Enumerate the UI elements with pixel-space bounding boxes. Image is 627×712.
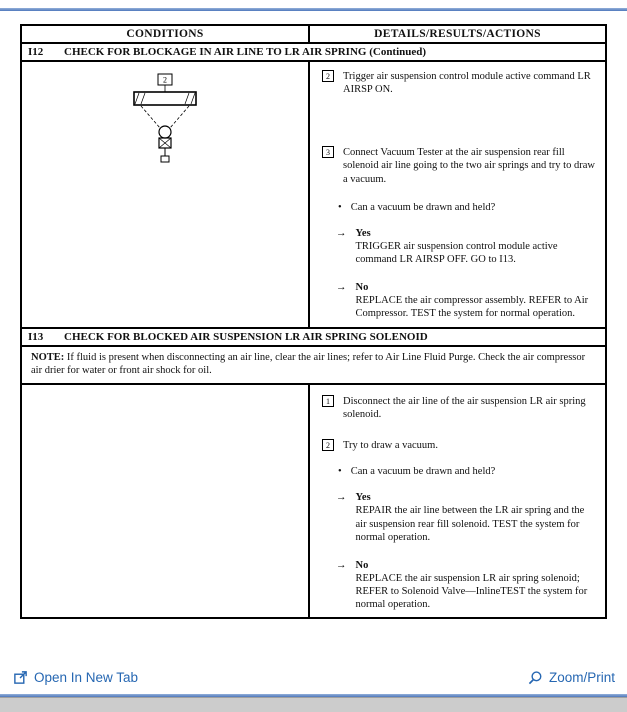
arrow-icon: →	[336, 227, 347, 239]
step-number-box: 2	[322, 70, 334, 82]
i12-conditions-cell	[22, 62, 310, 327]
arrow-icon: →	[336, 282, 347, 294]
result-action-yes: TRIGGER air suspension control module active command LR AIRSP OFF. GO to I13.	[355, 240, 558, 265]
zoom-print-link[interactable]	[528, 670, 615, 685]
step-text: Disconnect the air line of the air suspension LR air spring solenoid.	[343, 395, 586, 420]
section-i12-id: I12	[28, 46, 44, 58]
step-number-box: 3	[322, 146, 334, 158]
zoom-print-label: Zoom/Print	[548, 670, 615, 685]
open-in-new-tab-link[interactable]	[13, 670, 138, 685]
diagram-callout-2: 2	[163, 75, 167, 85]
conditions-column-header: CONDITIONS	[22, 26, 310, 42]
i12-step-2	[320, 70, 597, 96]
bullet-icon: •	[338, 201, 342, 213]
step-text: Trigger air suspension control module active command LR AIRSP ON.	[343, 71, 591, 96]
i13-conditions-cell	[22, 385, 310, 618]
magnifier-icon	[528, 670, 543, 685]
top-margin	[0, 0, 627, 8]
i13-step-2	[320, 439, 597, 452]
bullet-icon: •	[338, 466, 342, 478]
arrow-icon: →	[336, 559, 347, 571]
i13-body-row	[22, 385, 605, 618]
section-i13-title: CHECK FOR BLOCKED AIR SUSPENSION LR AIR SPRING SOLENOID	[64, 330, 428, 343]
result-action-no: REPLACE the air compressor assembly. REFER to Air Compressor. TEST the system for normal operation.	[355, 295, 589, 320]
i12-result-yes	[336, 227, 597, 266]
question-text: Can a vacuum be drawn and held?	[350, 201, 496, 213]
section-i13-id: I13	[28, 330, 44, 343]
i13-result-yes	[336, 491, 597, 544]
section-i12-header	[22, 44, 605, 62]
open-in-new-tab-icon	[13, 670, 28, 685]
result-action-no: REPLACE the air suspension LR air spring solenoid; REFER to Solenoid Valve—InlineTEST the system for normal operation.	[355, 572, 588, 611]
note-label: NOTE:	[31, 351, 65, 363]
manual-page	[0, 11, 627, 661]
step-text: Connect Vacuum Tester at the air suspension rear fill solenoid air line going to the two air springs and try to draw a vacuum.	[343, 147, 595, 185]
question-text: Can a vacuum be drawn and held?	[350, 466, 496, 478]
i12-vacuum-question	[338, 201, 597, 214]
i12-body-row	[22, 62, 605, 329]
section-i12-title: CHECK FOR BLOCKAGE IN AIR LINE TO LR AIR SPRING (Continued)	[64, 46, 427, 58]
details-column-header: DETAILS/RESULTS/ACTIONS	[374, 28, 541, 40]
i12-result-no	[336, 281, 597, 320]
note-row	[22, 347, 605, 385]
result-action-yes: REPAIR the air line between the LR air spring and the air suspension rear fill solenoid. TEST the system for normal operation.	[355, 505, 585, 543]
result-label-no: No	[355, 559, 369, 571]
open-in-new-tab-label: Open In New Tab	[34, 670, 139, 685]
i12-details-cell	[310, 62, 605, 327]
i12-step-3	[320, 146, 597, 185]
section-i13-header	[22, 329, 605, 347]
step-number-box: 1	[322, 395, 334, 407]
result-label-yes: Yes	[355, 492, 371, 504]
table-header-row	[22, 26, 605, 44]
i13-vacuum-question	[338, 465, 597, 478]
arrow-icon: →	[336, 492, 347, 504]
result-label-yes: Yes	[355, 227, 371, 239]
step-text: Try to draw a vacuum.	[343, 440, 438, 452]
pinpoint-test-table	[20, 24, 607, 619]
viewer-toolbar	[0, 661, 627, 694]
i13-details-cell	[310, 385, 605, 618]
i13-result-no	[336, 559, 597, 612]
note-text: If fluid is present when disconnecting an air line, clear the air lines; refer to Air Line Fluid Purge. Check the air compressor air drier for water or front air shock for oil.	[31, 351, 586, 377]
i13-step-1	[320, 395, 597, 421]
bottom-gray-strip	[0, 697, 627, 712]
lr-air-spring-diagram	[90, 72, 240, 168]
step-number-box: 2	[322, 439, 334, 451]
result-label-no: No	[355, 282, 369, 294]
